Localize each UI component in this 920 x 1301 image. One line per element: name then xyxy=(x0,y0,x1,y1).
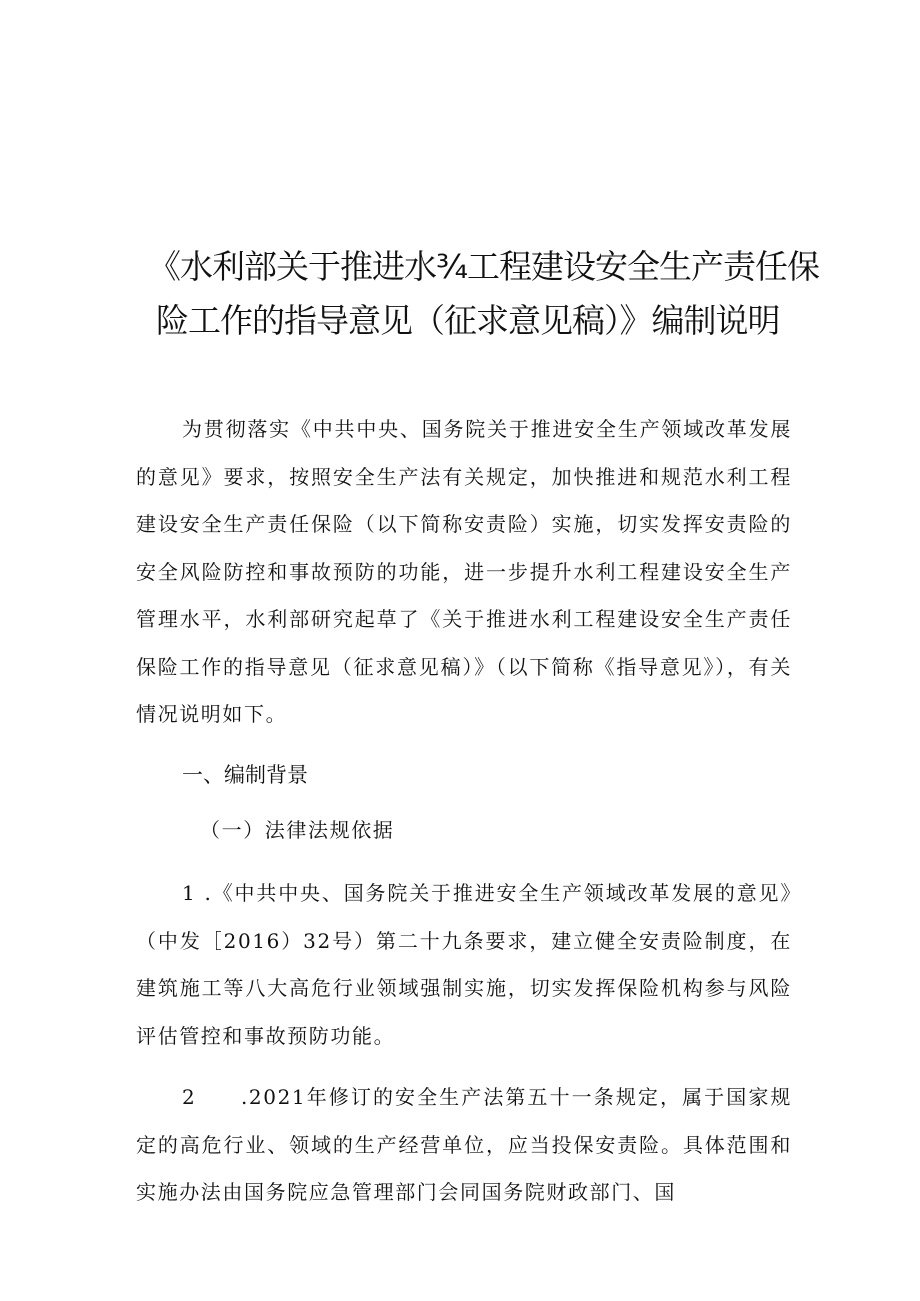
item-1-paragraph: 1 .《中共中央、国务院关于推进安全生产领域改革发展的意见》（中发［2016）32号）第二十九条要求，建立健全安责险制度，在建筑施工等八大高危行业领域强制实施，切实发挥保险机构参与风险评估管控和事故预防功能。 xyxy=(136,881,792,1048)
document-title xyxy=(148,240,828,348)
title-line-1: 《水利部关于推进水¾工程建设安全生产责任保 xyxy=(148,247,819,286)
section-heading-background: 一、编制背景 xyxy=(182,763,308,787)
item-2-paragraph: 2 .2021年修订的安全生产法第五十一条规定，属于国家规定的高危行业、领域的生产经营单位，应当投保安责险。具体范围和实施办法由国务院应急管理部门会同国务院财政部门、国 xyxy=(136,1085,792,1204)
title-line-2: 险工作的指导意见（征求意见稿）》编制说明 xyxy=(156,301,780,340)
intro-paragraph: 为贯彻落实《中共中央、国务院关于推进安全生产领域改革发展的意见》要求，按照安全生产法有关规定，加快推进和规范水利工程建设安全生产责任保险（以下简称安责险）实施，切实发挥安责险的安全风险防控和事故预防的功能，进一步提升水利工程建设安全生产管理水平，水利部研究起草了《关于推进水利工程建设安全生产责任保险工作的指导意见（征求意见稿）》（以下简称《指导意见》），有关情况说明如下。 xyxy=(136,417,792,726)
subsection-heading-legal-basis: （一）法律法规依据 xyxy=(200,818,395,842)
